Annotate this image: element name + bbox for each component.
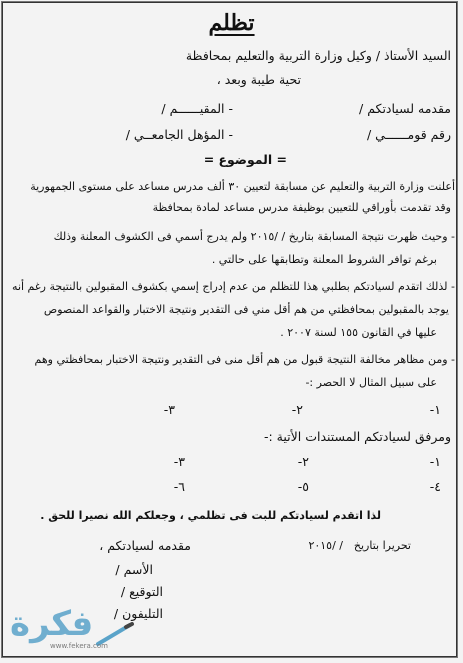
document-title: تظلم — [208, 10, 255, 36]
national-id-label: رقم قومــــــي / — [366, 127, 451, 142]
watermark-logo — [6, 602, 146, 656]
example-number-3: ٣- — [163, 402, 175, 417]
example-number-1: ١- — [429, 402, 441, 417]
paragraph-3-line-1: - لذلك اتقدم لسيادتكم بطلبي هذا للتظلم من عدم إدراج إسمي بكشوف المقبولين بالنتيجة رغم أنه — [12, 280, 455, 293]
paragraph-2-line-2: برغم توافر الشروط المعلنة وتطابقها على حالتي . — [211, 253, 437, 266]
attachment-number-5: ٥- — [297, 479, 309, 494]
date-label: تحريرا بتاريخ — [353, 539, 411, 552]
attachment-number-3: ٣- — [173, 454, 185, 469]
phone-label: التليفون / — [113, 606, 163, 621]
watermark-text: فكرة — [10, 604, 94, 644]
attachments-heading: ومرفق لسيادتكم المستندات الأتية :- — [263, 429, 451, 444]
example-number-2: ٢- — [291, 402, 303, 417]
paragraph-1-line-2: وقد تقدمت بأوراقي للتعيين بوظيفة مدرس مساعد لمادة بمحافظة — [152, 201, 451, 214]
signature-label: التوقيع / — [120, 584, 163, 599]
subject-heading: = الموضوع = — [203, 152, 287, 167]
residence-label: - المقيــــــم / — [161, 101, 233, 116]
greeting-line: تحية طيبة وبعد ، — [216, 72, 301, 87]
signature-intro: مقدمه لسيادتكم ، — [99, 538, 191, 553]
attachment-number-4: ٤- — [429, 479, 441, 494]
paragraph-4-line-2: على سبيل المثال لا الحصر :- — [305, 376, 437, 389]
watermark-url: www.fekera.com — [50, 642, 108, 650]
name-label: الأسم / — [115, 562, 153, 577]
attachment-number-6: ٦- — [173, 479, 185, 494]
closing-line: لذا اتقدم لسيادتكم للبت فى تظلمي ، وجعلكم الله نصيرا للحق . — [40, 509, 381, 522]
paragraph-3-line-3: عليها في القانون ١٥٥ لسنة ٢٠٠٧ . — [280, 326, 437, 339]
paragraph-2-line-1: - وحيث ظهرت نتيجة المسابقة بتاريخ / /٢٠١٥ ولم يدرج أسمي فى الكشوف المعلنة وذلك — [53, 230, 455, 243]
date-value: / /٢٠١٥ — [308, 539, 343, 552]
paragraph-3-line-2: يوجد بالمقبولين بمحافظتي من هم أقل مني فى التقدير ونتيجة الاختبار والقواعد المنصوص — [43, 303, 449, 316]
submitter-label: مقدمه لسيادتكم / — [359, 101, 451, 116]
addressee-line: السيد الأستاذ / وكيل وزارة التربية والتعليم بمحافظة — [185, 48, 451, 63]
paragraph-1-line-1: أعلنت وزارة التربية والتعليم عن مسابقة لتعيين ٣٠ ألف مدرس مساعد على مستوى الجمهورية — [30, 180, 455, 193]
attachment-number-2: ٢- — [297, 454, 309, 469]
attachment-number-1: ١- — [429, 454, 441, 469]
qualification-label: - المؤهل الجامعــي / — [125, 127, 233, 142]
paragraph-4-line-1: - ومن مظاهر مخالفة النتيجة قبول من هم أقل منى فى التقدير ونتيجة الاختبار بمحافظتي وهم — [34, 353, 455, 366]
